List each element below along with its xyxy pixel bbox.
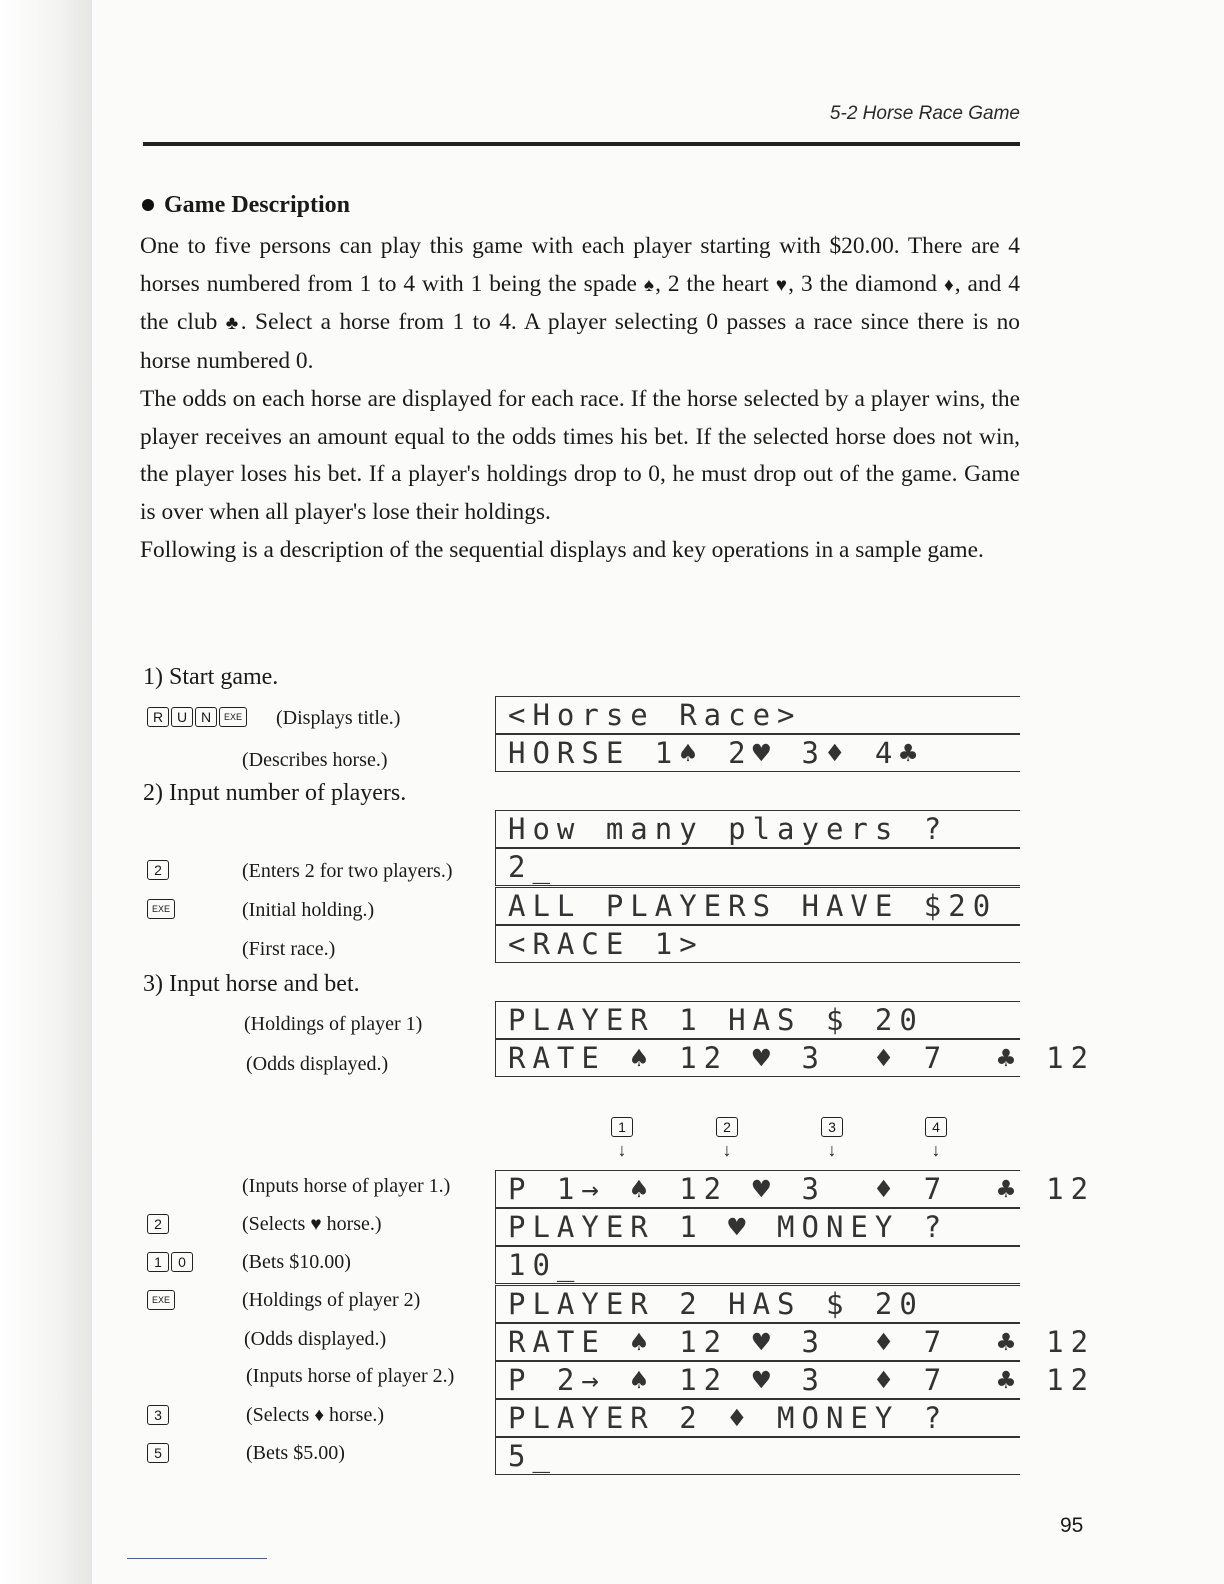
desc-selects-text: (Selects: [246, 1404, 310, 1426]
desc-selects-heart: [242, 1213, 382, 1236]
key-0[interactable]: 0: [171, 1252, 193, 1272]
p1-text-a: One to five persons can play this game with each player starting with $20.00. There are 4 horses numbered from 1 to 4 with 1 being the spade: [140, 233, 1020, 297]
bullet-icon: [142, 199, 154, 211]
key-r[interactable]: R: [147, 707, 169, 727]
lcd-line-rate-1: RATE ♠ 12 ♥ 3 ♦ 7 ♣ 12: [495, 1039, 1020, 1077]
desc-inputs-horse-p2: (Inputs horse of player 2.): [246, 1365, 455, 1387]
run-key-sequence: [147, 707, 249, 727]
p1-text-c: , 3 the diamond: [788, 270, 937, 297]
p1-text-d: , and 4 the club: [140, 270, 1020, 336]
paragraph-3: Following is a description of the sequential displays and key operations in a sample game.: [140, 536, 984, 563]
lcd-line-p1-prompt: P 1→ ♠ 12 ♥ 3 ♦ 7 ♣ 12: [495, 1170, 1020, 1208]
key-exe[interactable]: EXE: [219, 707, 247, 727]
key-exe-wrap-2: [147, 1290, 177, 1310]
key-2[interactable]: 2: [147, 860, 169, 880]
section-title: [140, 192, 350, 219]
key-1[interactable]: 1: [147, 1252, 169, 1272]
lcd-line-how-many: How many players ?: [495, 810, 1020, 848]
arrow-down-icon: ↓: [931, 1140, 941, 1160]
key-u[interactable]: U: [171, 707, 193, 727]
key-4[interactable]: 4: [925, 1117, 947, 1137]
key-three-wrap: [147, 1405, 171, 1425]
footer-line: [127, 1558, 267, 1559]
running-head: 5-2 Horse Race Game: [829, 103, 1020, 124]
desc-initial-holding: (Initial holding.): [242, 899, 375, 921]
key-3[interactable]: 3: [821, 1117, 843, 1137]
diamond-icon: ♦: [943, 274, 955, 296]
key-3[interactable]: 3: [147, 1405, 169, 1425]
p1-text-e: . Select a horse from 1 to 4. A player selecting 0 passes a race since there is no horse numbered 0.: [140, 309, 1020, 375]
club-icon: ♣: [225, 313, 241, 335]
desc-horse-text: horse.): [329, 1404, 384, 1426]
marker-horse-2: [712, 1117, 742, 1159]
marker-horse-3: [817, 1117, 847, 1159]
page-edge-shadow: [0, 0, 92, 1584]
desc-horse-text: horse.): [326, 1213, 382, 1235]
heart-icon: ♥: [775, 274, 789, 296]
page-number: 95: [1060, 1514, 1084, 1537]
lcd-line-p2-prompt: P 2→ ♠ 12 ♥ 3 ♦ 7 ♣ 12: [495, 1361, 1020, 1399]
key-n[interactable]: N: [195, 707, 217, 727]
heart-icon: ♥: [310, 1214, 322, 1235]
lcd-line-p1-has: PLAYER 1 HAS $ 20: [495, 1001, 1020, 1039]
paragraph-1: [140, 228, 1020, 381]
arrow-down-icon: ↓: [722, 1140, 732, 1160]
p1-text-b: , 2 the heart: [655, 270, 769, 297]
paragraph-2: The odds on each horse are displayed for each race. If the horse selected by a player wins, the player receives an amount equal to the odds times his bet. If the selected horse does not win, the player loses his bet. If a player's holdings drop to 0, he must drop out of the game. Game is over when all player's lose their holdings.: [140, 385, 1020, 525]
header-rule: [143, 142, 1020, 146]
desc-odds-1: (Odds displayed.): [246, 1053, 389, 1075]
desc-bets-10: (Bets $10.00): [242, 1251, 351, 1273]
lcd-line-rate-2: RATE ♠ 12 ♥ 3 ♦ 7 ♣ 12: [495, 1323, 1020, 1361]
desc-selects-text: (Selects: [242, 1213, 306, 1235]
key-10-wrap: [147, 1252, 195, 1272]
key-two-wrap: [147, 860, 171, 880]
key-1[interactable]: 1: [611, 1117, 633, 1137]
desc-holdings-p1: (Holdings of player 1): [244, 1013, 423, 1035]
lcd-line-p2-money: PLAYER 2 ♦ MONEY ?: [495, 1399, 1020, 1437]
marker-horse-4: [921, 1117, 951, 1159]
step-1-heading: 1) Start game.: [143, 664, 279, 690]
step-3-heading: 3) Input horse and bet.: [143, 971, 360, 997]
desc-odds-2: (Odds displayed.): [244, 1328, 387, 1350]
step-2-heading: 2) Input number of players.: [143, 780, 407, 806]
key-2[interactable]: 2: [147, 1214, 169, 1234]
description-body: [140, 228, 1020, 569]
desc-displays-title: (Displays title.): [276, 707, 401, 729]
marker-horse-1: [607, 1117, 637, 1159]
arrow-down-icon: ↓: [617, 1140, 627, 1160]
lcd-line-input-2: 2_: [495, 848, 1020, 886]
diamond-icon: ♦: [314, 1405, 325, 1426]
lcd-line-all-players: ALL PLAYERS HAVE $20: [495, 887, 1020, 925]
desc-holdings-p2: (Holdings of player 2): [242, 1289, 421, 1311]
arrow-down-icon: ↓: [827, 1140, 837, 1160]
lcd-line-p1-money: PLAYER 1 ♥ MONEY ?: [495, 1208, 1020, 1246]
section-title-text: Game Description: [164, 192, 350, 218]
key-two-wrap-2: [147, 1214, 171, 1234]
lcd-line-p2-has: PLAYER 2 HAS $ 20: [495, 1285, 1020, 1323]
desc-first-race: (First race.): [242, 938, 336, 960]
desc-describes-horse: (Describes horse.): [242, 749, 388, 771]
desc-enters-2: (Enters 2 for two players.): [242, 860, 453, 882]
lcd-line-race-1: <RACE 1>: [495, 925, 1020, 963]
key-exe-wrap-1: [147, 899, 177, 919]
key-2[interactable]: 2: [716, 1117, 738, 1137]
lcd-line-horses: HORSE 1♠ 2♥ 3♦ 4♣: [495, 734, 1020, 772]
key-exe[interactable]: EXE: [147, 1290, 175, 1310]
key-five-wrap: [147, 1443, 171, 1463]
desc-inputs-horse-p1: (Inputs horse of player 1.): [242, 1175, 451, 1197]
spade-icon: ♠: [643, 274, 656, 296]
key-exe[interactable]: EXE: [147, 899, 175, 919]
desc-selects-diamond: [246, 1404, 384, 1427]
lcd-line-title: <Horse Race>: [495, 696, 1020, 734]
lcd-line-input-10: 10_: [495, 1246, 1020, 1284]
desc-bets-5: (Bets $5.00): [246, 1442, 345, 1464]
key-5[interactable]: 5: [147, 1443, 169, 1463]
lcd-line-input-5: 5_: [495, 1437, 1020, 1475]
